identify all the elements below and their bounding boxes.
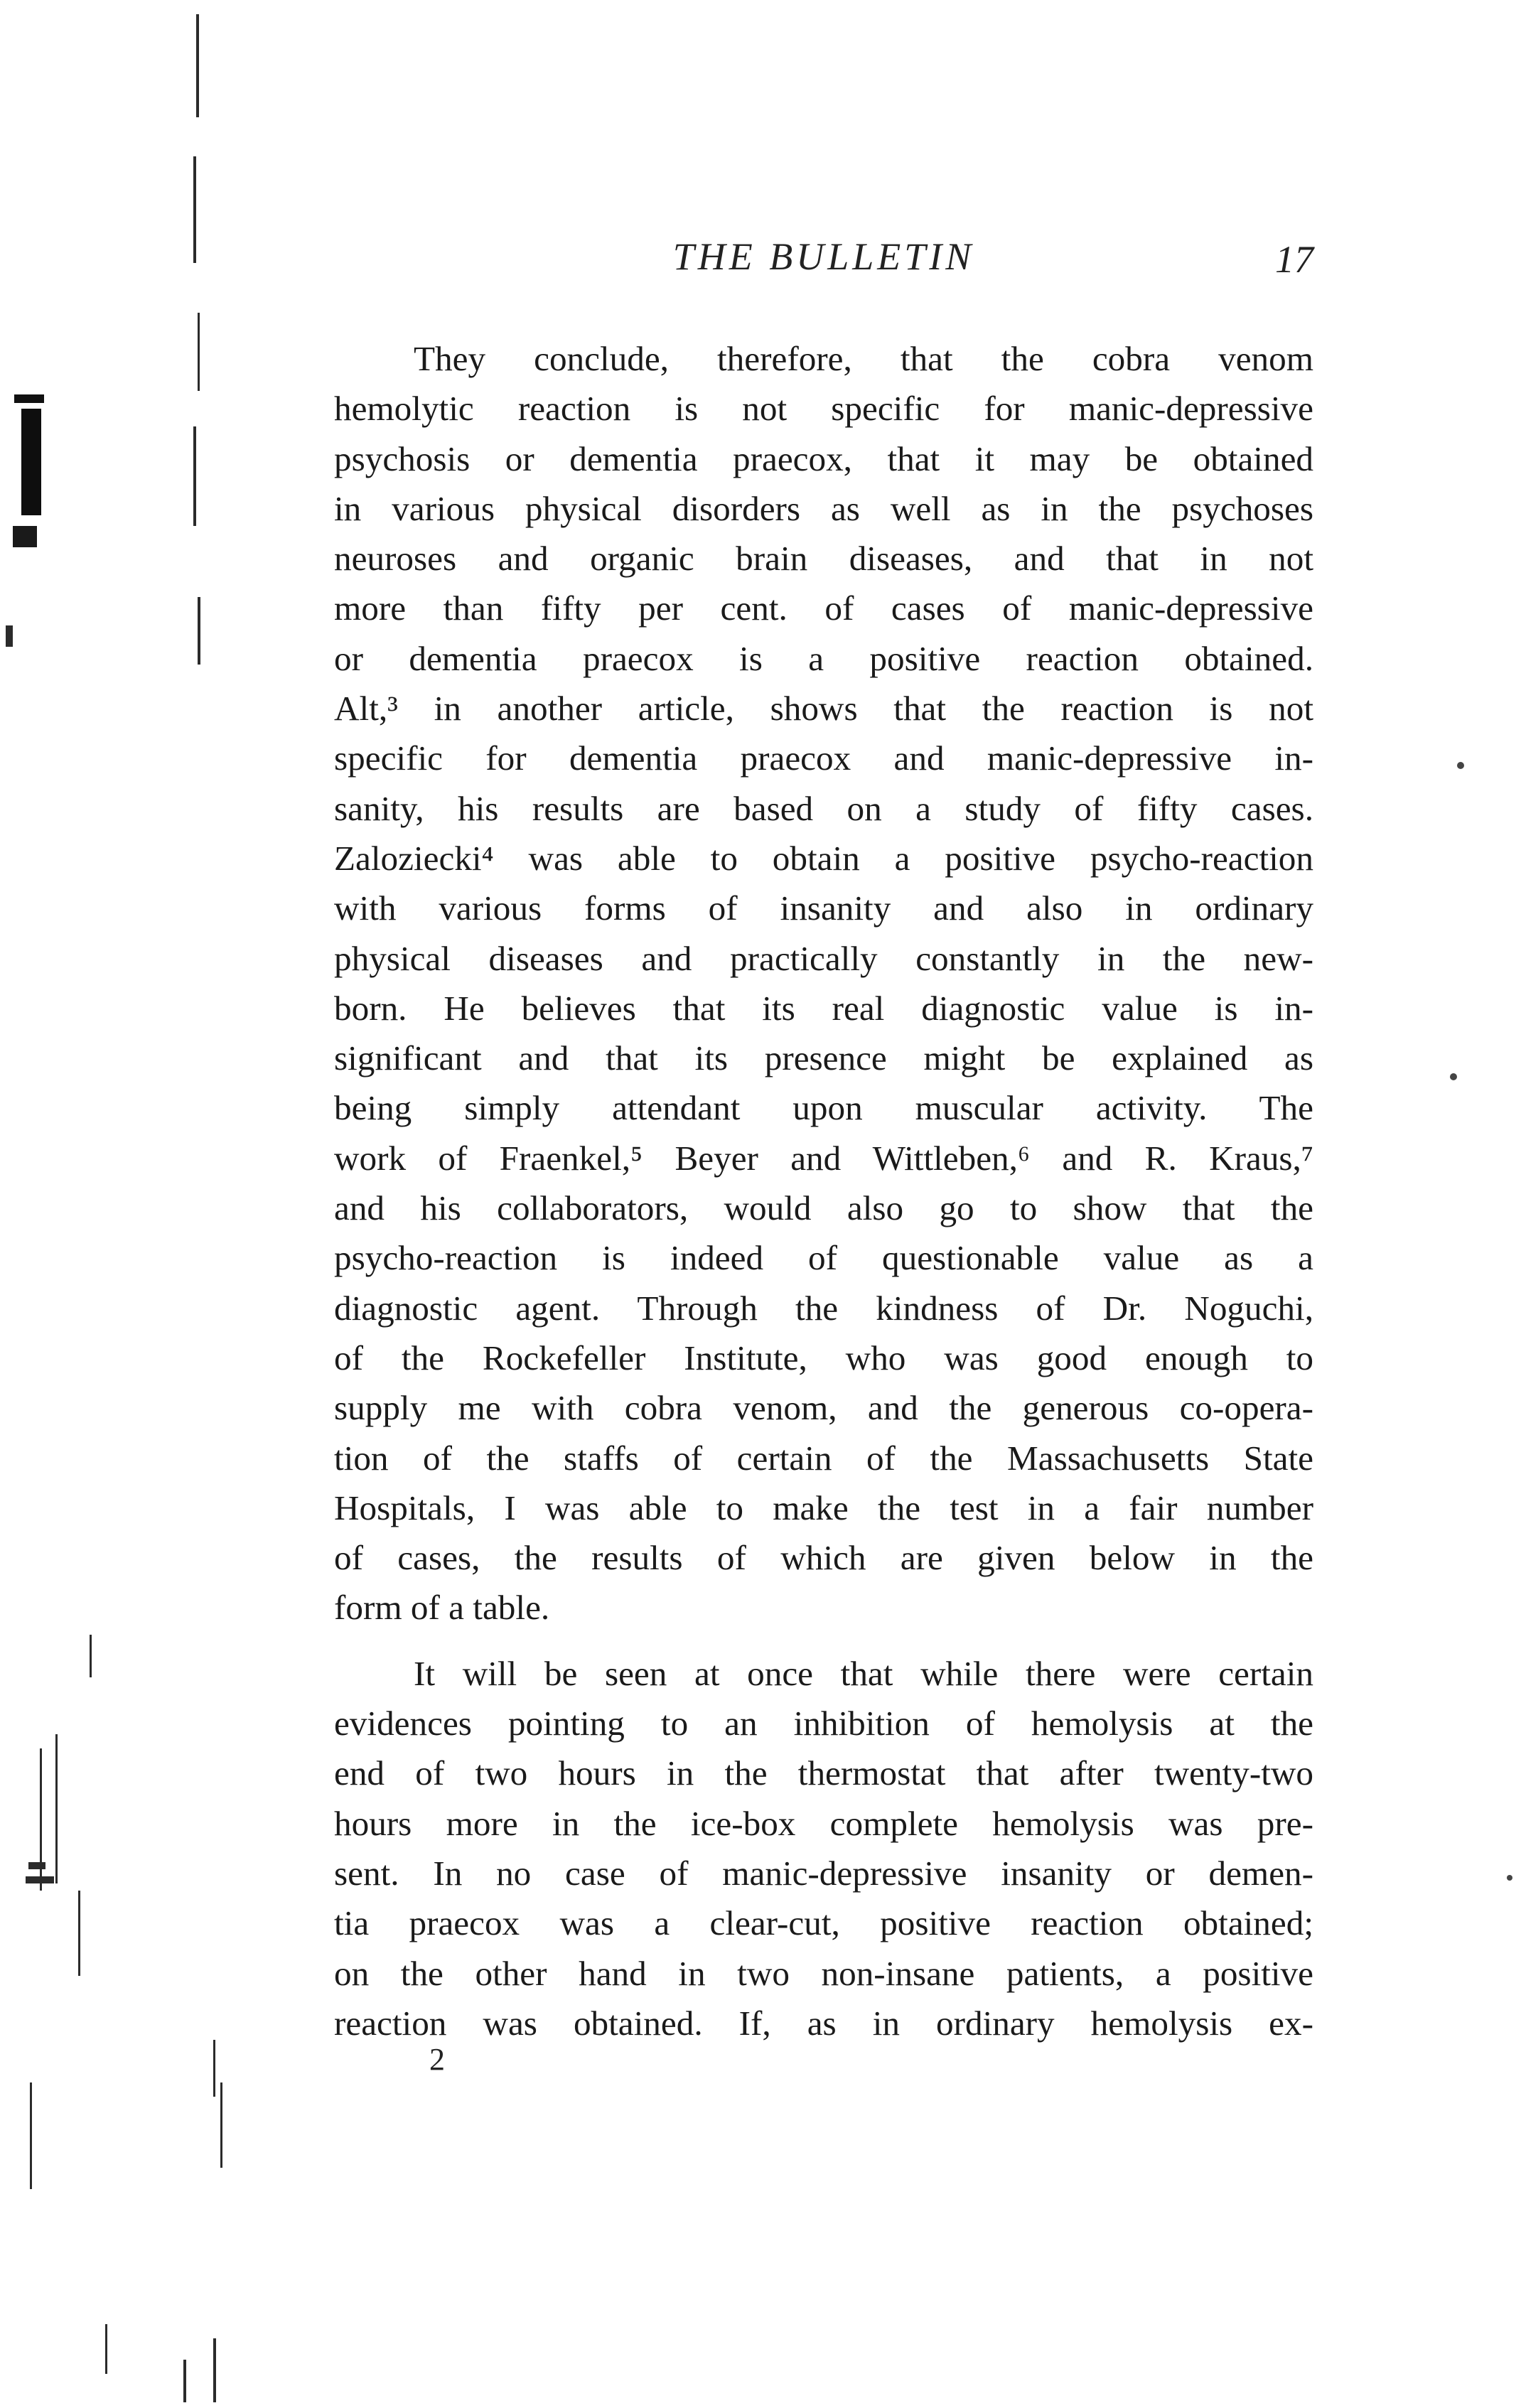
text-line: neuroses and organic brain diseases, and that in not	[334, 539, 1313, 579]
text-line: tia praecox was a clear-cut, positive reaction obtained;	[334, 1903, 1313, 1943]
text-line: psychosis or dementia praecox, that it may be obtained	[334, 439, 1313, 478]
text-line: They conclude, therefore, that the cobra venom	[414, 339, 1313, 378]
text-line: of cases, the results of which are given below in the	[334, 1538, 1313, 1578]
text-line: in various physical disorders as well as in the psychoses	[334, 488, 1313, 528]
text-line: specific for dementia praecox and manic-depressive in-	[334, 738, 1313, 778]
text-line: evidences pointing to an inhibition of hemolysis at the	[334, 1704, 1313, 1743]
page-number: 17	[1275, 238, 1313, 281]
text-line: hemolytic reaction is not specific for manic-depressive	[334, 389, 1313, 429]
text-line: more than fifty per cent. of cases of manic-depressive	[334, 588, 1313, 628]
text-line: tion of the staffs of certain of the Massachusetts State	[334, 1438, 1313, 1478]
text-line: psycho-reaction is indeed of questionable value as a	[334, 1238, 1313, 1278]
scan-margin-artifacts	[0, 0, 256, 2408]
text-line: reaction was obtained. If, as in ordinary hemolysis ex-	[334, 2003, 1313, 2043]
text-line: supply me with cobra venom, and the generous co-opera-	[334, 1388, 1313, 1428]
text-line: physical diseases and practically constantly in the new-	[334, 938, 1313, 978]
body-text	[334, 334, 1313, 2048]
text-line: sanity, his results are based on a study of fifty cases.	[334, 788, 1313, 828]
text-line: born. He believes that its real diagnostic value is in-	[334, 988, 1313, 1028]
text-line: of the Rockefeller Institute, who was good enough to	[334, 1338, 1313, 1377]
signature-mark: 2	[429, 2042, 445, 2077]
paragraph-1	[334, 334, 1313, 1633]
running-head	[334, 235, 1313, 291]
text-line: hours more in the ice-box complete hemolysis was pre-	[334, 1803, 1313, 1843]
text-line: being simply attendant upon muscular activity. The	[334, 1088, 1313, 1128]
text-line: Zaloziecki⁴ was able to obtain a positive psycho-reaction	[334, 838, 1313, 878]
running-title: THE BULLETIN	[672, 235, 975, 278]
text-line: on the other hand in two non-insane patients, a positive	[334, 1953, 1313, 1993]
text-line: or dementia praecox is a positive reaction obtained.	[334, 638, 1313, 678]
text-line: work of Fraenkel,⁵ Beyer and Wittleben,⁶ and R. Kraus,⁷	[334, 1138, 1313, 1178]
text-line: Hospitals, I was able to make the test in a fair number	[334, 1488, 1313, 1527]
text-line: significant and that its presence might be explained as	[334, 1038, 1313, 1078]
text-line: form of a table.	[334, 1588, 550, 1628]
paragraph-2	[334, 1649, 1313, 2048]
text-line: and his collaborators, would also go to show that the	[334, 1188, 1313, 1228]
text-line: sent. In no case of manic-depressive insanity or demen-	[334, 1853, 1313, 1893]
text-line: Alt,³ in another article, shows that the reaction is not	[334, 689, 1313, 729]
text-line: end of two hours in the thermostat that after twenty-two	[334, 1753, 1313, 1793]
text-line: diagnostic agent. Through the kindness of Dr. Noguchi,	[334, 1288, 1313, 1328]
text-line: It will be seen at once that while there were certain	[414, 1653, 1313, 1693]
text-line: with various forms of insanity and also in ordinary	[334, 888, 1313, 928]
